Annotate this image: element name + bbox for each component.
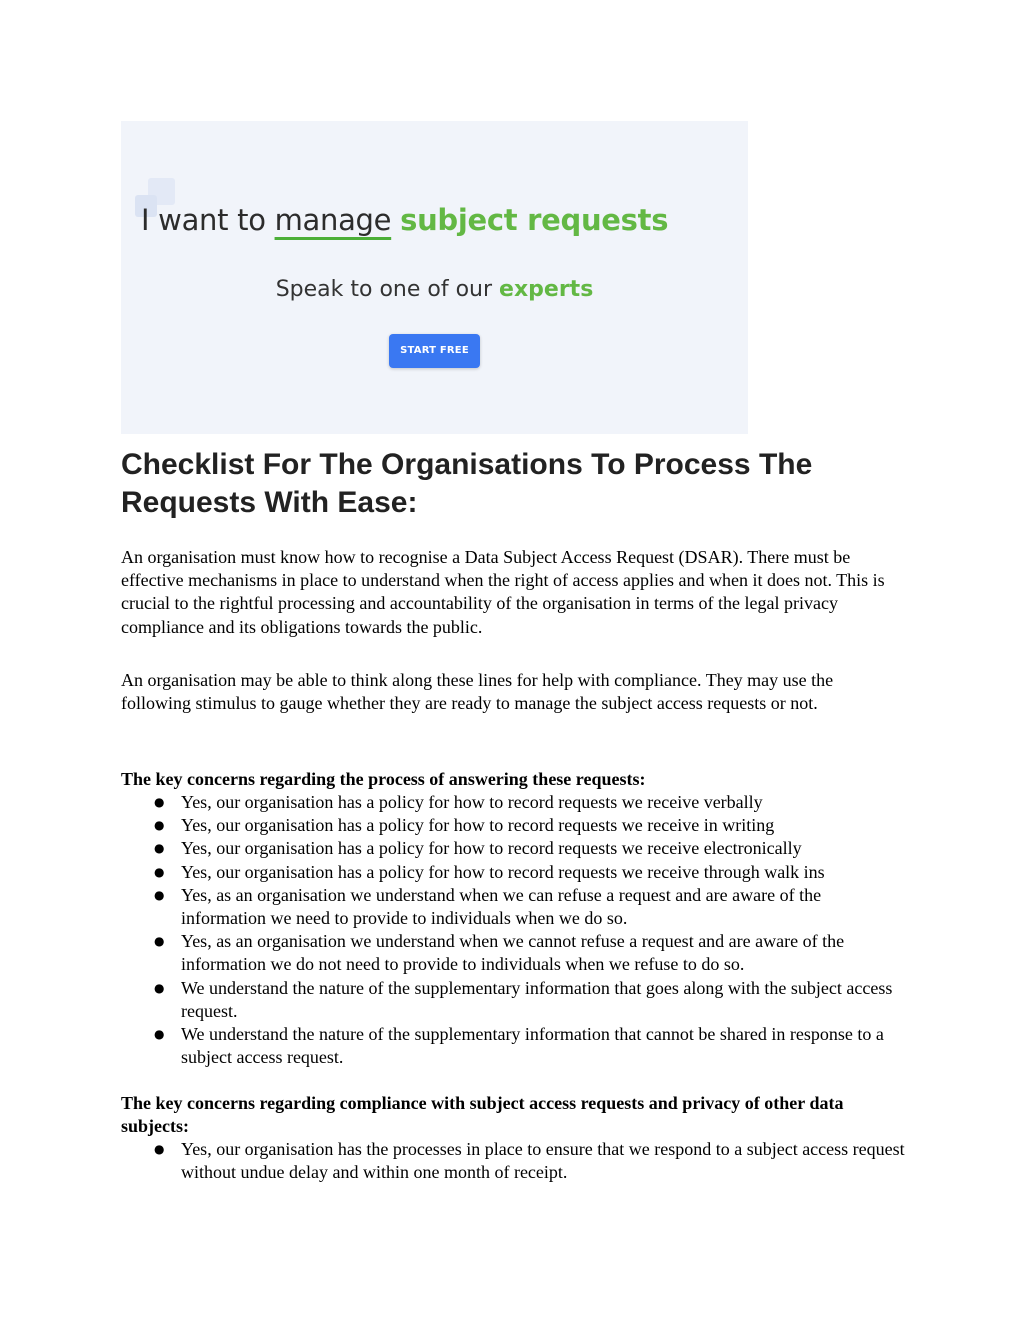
- list-item-text: Yes, our organisation has the processes in place to ensure that we respond to a subject access request without undue delay and within one month of receipt.: [181, 1139, 905, 1183]
- list-item-text: Yes, our organisation has a policy for how to record requests we receive verbally: [181, 792, 763, 812]
- banner-subheadline: [121, 273, 748, 307]
- banner-sub-plain: Speak to one of our: [275, 277, 500, 302]
- intro-paragraph: An organisation may be able to think along these lines for help with compliance. They may use the following stimulus to gauge whether they are ready to manage the subject access requests or not.: [121, 670, 834, 714]
- list-item: [121, 884, 906, 930]
- list-item-text: We understand the nature of the supplementary information that cannot be shared in response to a subject access request.: [181, 1024, 884, 1068]
- bullet-icon: ●: [154, 1142, 165, 1156]
- list-item: [121, 814, 906, 837]
- bullet-icon: ●: [154, 934, 165, 949]
- bullet-icon: ●: [154, 818, 165, 833]
- banner-sub-highlight: experts: [499, 277, 594, 302]
- checklist: [121, 791, 906, 1069]
- intro-paragraph: An organisation must know how to recognise a Data Subject Access Request (DSAR). There must be effective mechanisms in place to understand when the right of access applies and when it does not. This is crucial to the rightful processing and accountability of the organisation in terms of the legal privacy compliance and its obligations towards the public.: [121, 547, 885, 637]
- list-item-text: Yes, our organisation has a policy for how to record requests we receive in writing: [181, 815, 775, 836]
- list-item: [121, 977, 906, 1023]
- bullet-icon: ●: [154, 795, 165, 809]
- banner-headline-highlight: subject requests: [400, 203, 669, 237]
- checklist: [121, 1138, 906, 1184]
- bullet-icon: ●: [154, 841, 165, 856]
- bullet-icon: ●: [154, 980, 165, 995]
- promo-banner[interactable]: [121, 121, 748, 434]
- page-title: Checklist For The Organisations To Process The Requests With Ease:: [121, 448, 813, 519]
- section-title: The key concerns regarding compliance with subject access requests and privacy of other data subjects:: [121, 1093, 844, 1137]
- list-item: [121, 1023, 906, 1069]
- list-item: [121, 861, 906, 884]
- banner-headline-plain: I want to: [141, 203, 275, 237]
- start-free-button[interactable]: START FREE: [389, 334, 480, 368]
- bullet-icon: ●: [154, 1027, 165, 1042]
- banner-headline: [141, 197, 741, 243]
- section-title: The key concerns regarding the process of answering these requests:: [121, 769, 646, 789]
- list-item-text: Yes, our organisation has a policy for how to record requests we receive through walk ins: [181, 861, 825, 882]
- list-item: [121, 930, 906, 976]
- list-item-text: Yes, as an organisation we understand when we cannot refuse a request and are aware of the information we do not need to provide to individuals when we refuse to do so.: [181, 931, 845, 975]
- list-item-text: Yes, as an organisation we understand when we can refuse a request and are aware of the information we need to provide to individuals when we do so.: [181, 884, 822, 929]
- list-item-text: We understand the nature of the supplementary information that goes along with the subject access request.: [181, 977, 893, 1021]
- list-item: [121, 837, 906, 860]
- bullet-icon: ●: [154, 887, 165, 902]
- banner-headline-underlined: manage: [274, 203, 392, 237]
- bullet-icon: ●: [154, 864, 165, 879]
- list-item: [121, 791, 906, 814]
- list-item: [121, 1138, 906, 1184]
- list-item-text: Yes, our organisation has a policy for how to record requests we receive electronically: [181, 838, 802, 859]
